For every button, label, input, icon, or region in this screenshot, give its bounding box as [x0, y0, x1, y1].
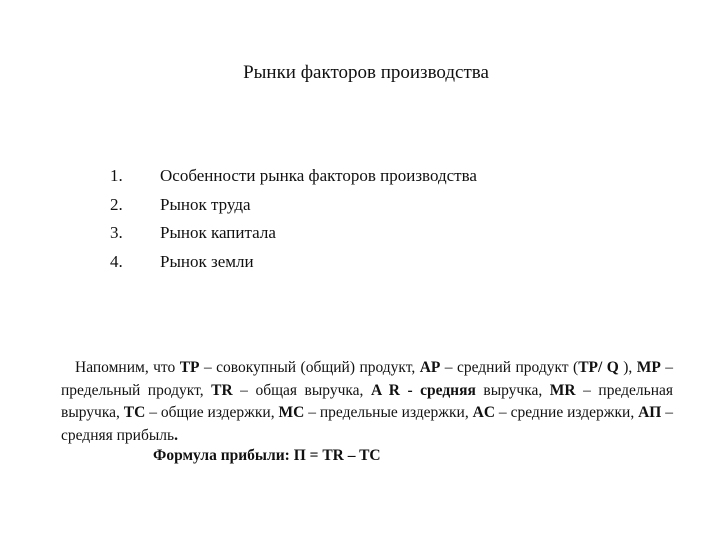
list-item-label: Рынок земли	[160, 251, 254, 271]
term-tr: TR	[211, 381, 233, 399]
note-text: – средняя прибыль	[61, 404, 673, 444]
list-item-number: 4.	[110, 251, 123, 271]
term-mr: MR	[549, 381, 576, 399]
definitions-paragraph	[61, 357, 673, 447]
note-text: – средний продукт (	[440, 359, 579, 376]
note-text: – общая выручка,	[232, 381, 371, 399]
list-item	[110, 162, 477, 191]
list-item-label: Рынок труда	[160, 194, 251, 214]
formula-label: Формула прибыли	[153, 447, 285, 464]
note-text: Напомним, что	[75, 359, 180, 376]
topic-list	[110, 162, 477, 276]
formula-colon: :	[284, 447, 294, 464]
list-item-number: 2.	[110, 194, 123, 214]
note-text: – предельные издержки,	[304, 404, 473, 421]
note-period: .	[174, 426, 178, 444]
page-title: Рынки факторов производства	[243, 62, 489, 83]
list-item-number: 3.	[110, 223, 123, 242]
list-item-number: 1.	[110, 166, 123, 185]
list-item	[110, 248, 477, 277]
term-tp-q: TP/ Q	[578, 359, 619, 376]
profit-formula	[153, 445, 381, 467]
list-item	[110, 191, 477, 220]
term-ap-profit: AП	[638, 404, 662, 421]
term-mp: MP	[636, 359, 661, 376]
term-tc: TC	[123, 404, 146, 421]
note-text: – предельная выручка,	[61, 381, 673, 421]
term-ac: AC	[472, 404, 496, 421]
term-tp: TP	[179, 359, 200, 376]
list-item	[110, 219, 477, 248]
formula-expression: П = TR – TC	[293, 447, 381, 464]
term-ap: AP	[419, 359, 441, 376]
term-ar: A R - средняя	[370, 381, 476, 399]
note-text: – совокупный (общий) продукт,	[199, 359, 420, 376]
note-text: выручка,	[475, 381, 550, 399]
note-text: – предельный продукт,	[61, 359, 674, 399]
list-item-label: Особенности рынка факторов производства	[160, 166, 477, 185]
note-text: ),	[618, 359, 637, 376]
list-item-label: Рынок капитала	[160, 223, 276, 242]
note-text: – общие издержки,	[145, 404, 279, 421]
note-text: – средние издержки,	[495, 404, 639, 421]
term-mc: MC	[278, 404, 305, 421]
